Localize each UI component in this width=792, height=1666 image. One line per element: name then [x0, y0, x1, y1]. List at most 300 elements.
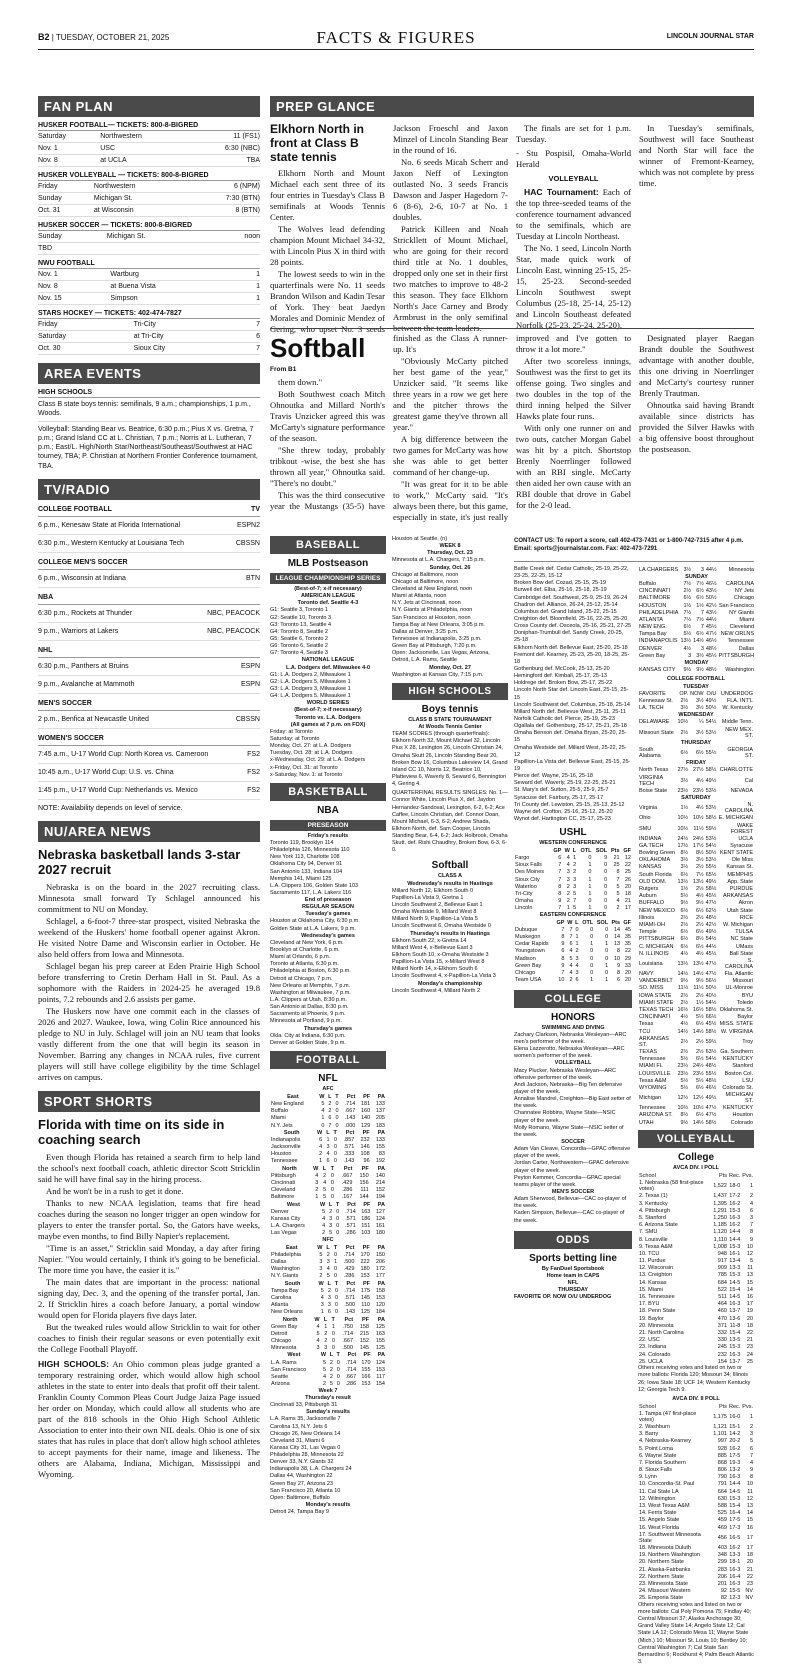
tv-listing-event: 2 p.m., Benfica at Newcastle United [38, 715, 149, 723]
area-events-text-1: Class B state boys tennis: semifinals, 9 a.m.; championships, 1 p.m., Woods. [38, 400, 260, 422]
vb-poll-cell: 154 [717, 1358, 727, 1365]
odds-nfl-row [638, 573, 755, 580]
vb-poll2-row [638, 1495, 754, 1502]
odds-cfb-cell: 12½ [677, 1095, 689, 1102]
odds-cfb-cell: C. MICHIGAN [639, 943, 674, 950]
ushl-west-cell: 20 [624, 883, 631, 890]
vb-poll2-cell: 25. Emporia State [639, 1595, 684, 1602]
vb-poll-cell: 2. Texas (1) [639, 1193, 668, 1200]
ushl-east-row [514, 941, 632, 948]
vb-poll-row [638, 1322, 754, 1329]
vb-poll2-cell: 9 [749, 1467, 753, 1474]
standings-cell: 0 [335, 1287, 339, 1294]
standings-cell: 2 [324, 1338, 328, 1345]
ushl-east-cell: 2 [569, 977, 573, 984]
standings-cell: .500 [344, 1302, 356, 1309]
ushl-east-cell: 13 [613, 941, 621, 948]
odds-cfb-cell: Houston [732, 1112, 753, 1119]
sport-shorts-paragraph: The main dates that are important in the process: national signing day, Dec. 3, and the opening of the transfer portal, Jan. 2. If Stricklin hires a coach before January, a portal window would open for Florida players five days later. [38, 1276, 260, 1320]
odds-cfb-cell: 54½ [705, 1056, 717, 1063]
odds-cfb-cell: UL-Monroe [725, 985, 753, 992]
ushl-east-cell: Team USA [515, 977, 542, 984]
standings-header-cell: PA [377, 1093, 385, 1100]
nba-line: Oklahoma City 94, Denver 91 [270, 861, 343, 868]
standings-cell: 232 [360, 1136, 370, 1143]
vb-poll-cell: 8. Louisville [639, 1236, 668, 1243]
odds-cfb-cell: 54½ [705, 842, 717, 849]
standings-cell: .286 [341, 1187, 353, 1194]
standings-cell: 3 [327, 1302, 331, 1309]
standings-header-cell: Pct [345, 1129, 355, 1136]
odds-nfl-cell: San Francisco [718, 602, 755, 609]
basketball-heading: BASKETBALL [270, 783, 386, 801]
vb-poll2-row [638, 1552, 754, 1559]
al-game: G7: Toronto 4, Seattle 3 [270, 650, 328, 657]
vb-poll2-cell: 206 [717, 1573, 727, 1580]
odds-nfl-cell: 3 [688, 652, 692, 659]
odds-cfb-cell: 10½ [677, 815, 689, 822]
page-header: B2 | TUESDAY, OCTOBER 21, 2025 FACTS & FIGURES LINCOLN JOURNAL STAR [38, 28, 754, 50]
nba-line: Thursday's games [303, 1025, 353, 1032]
al-game: G4: Toronto 8, Seattle 2 [270, 628, 328, 635]
odds-nfl-cell: 9½ [683, 667, 692, 674]
nu-news-heading: NU/AREA NEWS [38, 821, 260, 842]
odds-cfb-cell: 16½ [677, 1007, 689, 1014]
vb-poll2-cell: 5 [749, 1438, 753, 1445]
standings-header-cell: South [283, 1129, 300, 1136]
tv-listing-network: FS2 [247, 786, 260, 794]
odds-cfb-cell: 48½ [705, 914, 717, 921]
standings-cell: 145 [360, 1294, 371, 1301]
standings-cell: San Francisco [271, 1366, 307, 1373]
ushl-west-cell: Sioux City [515, 876, 540, 883]
vb-poll-cell: 16-3 [729, 1214, 741, 1221]
tv-category [38, 729, 260, 746]
nba-line: Brooklyn at Charlotte, 6 p.m. [270, 947, 340, 954]
standings-header-cell: T [334, 1280, 339, 1287]
standings-header [270, 1165, 386, 1172]
fan-plan-cell: Nov. 8 [38, 155, 94, 167]
odds-cfb-row [638, 767, 754, 774]
odds-cfb-cell: Fla. Atlantic [724, 971, 753, 978]
odds-cfb-cell: 5½ [695, 1077, 704, 1084]
vb-poll2-row [638, 1459, 754, 1466]
odds-nfl-cell: Buffalo [639, 580, 657, 587]
hs-results: QUARTERFINAL RESULTS SINGLES: No. 1—Connor White, Lincoln Pius X, def. Jaydon Hernandez-Sandoval, Lexington, 6-2, 6-2; Ace Caffee, Lincoln Christian, def. Connor Doan, Mount Michael, 6-3, 6-2; Andrew Shada, Elkhorn North, def. Sam Cooper, Lincoln Standing Bear, 6-4, 6-2; Jack Holbrook, Omaha Skutt, def. Rishi Chaudhry, Broken Bow, 6-3, 6-0. [392, 790, 508, 854]
vb-poll2-cell: 12 [746, 1495, 753, 1502]
odds-cfb-row [638, 992, 754, 999]
vb-poll2-cell: 525 [717, 1510, 727, 1517]
standings-cell: 6 [328, 1115, 332, 1122]
ushl-east-cell: Cedar Rapids [515, 941, 549, 948]
contact-text: CONTACT US: To report a score, call 402-473-7431 or 1-800-742-7315 after 4 p.m. [514, 538, 744, 544]
standings-cell: Arizona [271, 1381, 290, 1388]
odds-cfb-cell: Texas A&M [639, 1077, 667, 1084]
ushl-west: WESTERN CONFERENCE [539, 840, 607, 847]
odds-cfb-cell: Boise State [639, 787, 668, 794]
odds-nfl-row [638, 667, 755, 674]
odds-cfb-cell: 44½ [705, 943, 717, 950]
standings-header [270, 1129, 386, 1136]
standings-cell: 124 [375, 1359, 385, 1366]
odds-nfl-table [638, 566, 754, 674]
standings-cell: 103 [361, 1230, 371, 1237]
vb-poll-cell: 1 [749, 1183, 753, 1190]
odds-cfb-cell: 4½ [695, 893, 704, 900]
standings-row [270, 1302, 386, 1309]
nba-line: New York 113, Charlotte 108 [270, 854, 340, 861]
ws-game: x-Wednesday, Oct. 29: at L.A. Dodgers [270, 757, 366, 764]
odds-cfb-cell: 46½ [705, 1084, 717, 1091]
nl-game: G1: L.A. Dodgers 2, Milwaukee 1 [270, 671, 351, 678]
vb-result-line: Creighton def. Bloomfield, 25-16, 22-25, 25-20 [514, 615, 628, 622]
softball-from: From B1 [270, 366, 297, 373]
nu-news-paragraph: The Huskers now have one commit each in the classes of 2026 and 2027. Waukee, Iowa, wing Colin Rice announced his pledge to NU in July. Schlagel will join an NU team that looks vastly different from the one that will begin its season in November. Barring any changes in NCAA rules, five current players will still have college eligibility by the time Schlagel arrives on campus. [38, 1005, 260, 1082]
vb-poll2-cell: 19. Northern Washington [639, 1552, 700, 1559]
standings-header [270, 1093, 386, 1100]
odds-cfb-cell: LA. TECH [639, 705, 664, 712]
standings-cell: 0 [336, 1374, 340, 1381]
standings-cell: 0 [331, 1345, 335, 1352]
vb-poll-row [638, 1272, 754, 1279]
standings-cell: 184 [375, 1309, 385, 1316]
vb-poll-cell: 13 [746, 1272, 753, 1279]
ushl-west-row [514, 883, 632, 890]
fan-plan-cell: Nov. 8 [38, 281, 104, 293]
standings-header-cell: East [287, 1093, 299, 1100]
vb-poll-cell: 11 [747, 1265, 753, 1272]
vb-poll2-cell: 1,175 [713, 1413, 727, 1420]
ushl-east-row [514, 969, 632, 976]
odds-cfb-cell: MIAMI-OH [639, 921, 665, 928]
vb-poll2-cell: 588 [717, 1503, 727, 1510]
vb-poll2-row [638, 1544, 754, 1551]
standings-cell: 5 [322, 1208, 326, 1215]
odds-nfl-cell: SUNDAY [685, 573, 708, 580]
nfl-line: Detroit 24, Tampa Bay 9 [270, 1509, 329, 1516]
standings-cell: 3 [320, 1302, 324, 1309]
standings-header-cell: Pct [347, 1352, 357, 1359]
standings-cell: 2 [329, 1374, 333, 1381]
standings-cell: 0 [333, 1144, 337, 1151]
ushl-east-cell: 0 [590, 926, 594, 933]
fan-plan-table [38, 181, 260, 217]
nfl-schedule-line: Tennessee at Indianapolis, 3:25 p.m. [392, 635, 482, 642]
fan-plan-group-title: HUSKER SOCCER — TICKETS: 800-8-BIGRED [38, 222, 260, 231]
nu-news-paragraph: Nebraska is on the board in the 2027 recruiting class. Minnesota small forward Ty Schlagel announced his commitment to NU on Monday. [38, 881, 260, 914]
tv-category-name: MEN'S SOCCER [38, 699, 92, 707]
odds-cfb-row [638, 1014, 754, 1021]
tv-listing-event: 6:30 p.m., Rockets at Thunder [38, 609, 133, 617]
ushl-east-cell: 0 [590, 962, 594, 969]
ushl-east-cell: 1 [605, 941, 609, 948]
nl-game: G3: L.A. Dodgers 3, Milwaukee 1 [270, 685, 351, 692]
standings-row [270, 1108, 386, 1115]
odds-nfl-cell: CINCINNATI [639, 588, 671, 595]
ushl-west-cell: 9 [604, 854, 608, 861]
odds-nfl-row [638, 645, 755, 652]
odds-cfb-cell: Michigan [639, 1095, 662, 1102]
ushl-west-cell: 1 [588, 862, 592, 869]
vb-poll [638, 1172, 754, 1365]
ushl-east-cell: 33 [624, 962, 631, 969]
ushl-west-header [514, 847, 632, 854]
prep-glance-section [270, 96, 754, 336]
vb-poll2-cell: 19-3 [729, 1459, 741, 1466]
odds-cfb-cell: KANSAS [639, 864, 662, 871]
fan-plan-heading: FAN PLAN [38, 96, 260, 117]
odds-cfb-cell: KENT STATE [719, 850, 753, 857]
odds-cfb-cell: 6½ [680, 936, 689, 943]
vb-poll-cell: 15 [746, 1279, 753, 1286]
odds-cfb-cell: TCU [639, 1028, 651, 1035]
odds-cfb-cell: 5½ [680, 1077, 689, 1084]
odds-cfb-cell: THURSDAY [680, 739, 712, 746]
odds-cfb-cell: Temple [639, 929, 657, 936]
vb-poll-cell: 25. UCLA [639, 1358, 663, 1365]
ws-game: Saturday: at Toronto [270, 735, 320, 742]
tv-category [38, 694, 260, 711]
vb-poll2-table [638, 1403, 754, 1602]
odds-cfb-cell: PURDUE [729, 886, 753, 893]
odds-cfb-cell: 9½ [695, 978, 704, 985]
odds-cfb-cell: W. VIRGINIA [720, 1028, 753, 1035]
standings-cell: 2 [319, 1273, 323, 1280]
standings-cell: 0 [335, 1309, 339, 1316]
odds-cfb-cell: 3½ [695, 705, 704, 712]
ushl-east-cell: 7 [561, 926, 565, 933]
odds-cfb-cell: 13½ [692, 878, 704, 885]
tv-listing-event: 10:45 a.m., U-17 World Cup: U.S. vs. China [38, 768, 174, 776]
odds-cfb-cell: 11½ [693, 985, 704, 992]
standings-header-cell: West [286, 1201, 300, 1208]
vb-poll2-cell: 82 [720, 1595, 727, 1602]
standings-cell: 1 [334, 1259, 338, 1266]
ws-sub: (Best-of-7; x-if necessary) [294, 707, 362, 714]
nfl-line: Indianapolis 38, L.A. Chargers 24 [270, 1466, 352, 1473]
vb-poll-cell: 14-5 [729, 1294, 741, 1300]
ushl-east-cell: 45 [624, 926, 631, 933]
odds-cfb-cell: BUFFALO [639, 900, 665, 907]
vb-poll2-cell: 14 [746, 1510, 753, 1517]
odds-cfb-cell: 54½ [705, 719, 717, 726]
standings-cell: 1 [319, 1158, 323, 1165]
odds-cfb-cell: 6½ [680, 929, 689, 936]
odds-cfb-cell: 4½ [680, 950, 689, 957]
odds-cfb-row [638, 878, 754, 885]
fan-plan-cell: Friday [38, 319, 128, 331]
odds-cfb-row [638, 697, 754, 704]
standings-cell: 3 [319, 1266, 323, 1273]
odds-cfb-cell: 54½ [705, 999, 717, 1006]
odds-nfl-cell: 3½ [696, 652, 704, 659]
tv-category-name: NHL [38, 646, 53, 654]
fan-plan-row [38, 131, 260, 143]
standings-row [270, 1294, 386, 1301]
standings-header-cell: East [285, 1244, 298, 1251]
ushl-west-cell: 21 [613, 854, 620, 861]
nfl-schedule-line: N.Y. Giants at Philadelphia, noon [392, 607, 473, 614]
odds-nfl-cell: 7½ [683, 580, 692, 587]
odds-cfb-cell: 27½ [692, 767, 704, 774]
vb-poll2-cell: 7 [749, 1452, 753, 1459]
vb-poll2-cell: 16-3 [729, 1566, 741, 1573]
odds-nfl-row [638, 580, 755, 587]
sport-shorts-headline: Florida with time on its side in coaching search [38, 1116, 225, 1147]
ushl-west-cell: 2 [566, 883, 570, 890]
standings-cell: 3 [324, 1345, 328, 1352]
nba-line: Toronto 119, Brooklyn 114 [270, 839, 334, 846]
ushl-east-cell: 0 [605, 955, 609, 962]
fan-plan-row [38, 155, 260, 167]
odds-nfl-cell: 2½ [683, 588, 692, 595]
standings-header-cell: North [282, 1165, 297, 1172]
odds-cfb-cell: South Florida [639, 871, 672, 878]
vb-poll-table [638, 1172, 754, 1365]
prep-vb-lead: HAC Tournament: [524, 187, 599, 197]
fan-plan-cell: 11 (FS1) [190, 131, 260, 143]
standings-cell: 4 [322, 1223, 326, 1230]
honor-line: SOCCER [561, 1138, 585, 1145]
fan-plan-row [38, 319, 260, 331]
odds-cfb-cell: 24½ [692, 1063, 704, 1070]
odds-cfb-cell: 9½ [695, 900, 704, 907]
nfl-line: Week 7 [318, 1387, 338, 1394]
ushl-west-cell: 7 [573, 898, 577, 905]
standings-header-cell: T [335, 1093, 339, 1100]
odds-cfb-cell: 4½ [680, 1014, 689, 1021]
vb-poll-row [638, 1286, 754, 1293]
sport-shorts-body [38, 1152, 260, 1355]
standings-cell: Chicago [271, 1338, 292, 1345]
vb-poll-cell: 330 [717, 1337, 727, 1344]
vb-poll-cell: 12. Wisconsin [639, 1265, 674, 1272]
standings-row [270, 1158, 386, 1165]
nfl-line: Carolina 13, N.Y. Jets 6 [270, 1423, 328, 1430]
standings-cell: Philadelphia [271, 1251, 301, 1258]
vb-poll-cell: School [639, 1173, 656, 1179]
standings-cell: 180 [375, 1230, 385, 1237]
odds-nfl-cell: CAROLINA [725, 580, 755, 587]
vb-result-line: Lincoln Southwest def. Columbus, 25-18, 25-14 [514, 701, 630, 708]
al-game: G1: Seattle 3, Toronto 1 [270, 607, 328, 614]
standings-cell: 133 [375, 1100, 385, 1107]
vb-poll-row [638, 1265, 754, 1272]
vb-poll2-cell: 9. Lynn [639, 1474, 657, 1481]
fan-plan-cell: Michigan St. [101, 231, 219, 243]
vb-poll2-cell: 13-2 [729, 1467, 741, 1474]
ushl-east-cell: 1 [605, 962, 609, 969]
vb-poll2-cell: 18. Minnesota Duluth [639, 1544, 691, 1551]
vb-heading: VOLLEYBALL [638, 1130, 754, 1148]
nba-lines [270, 833, 386, 1047]
ushl-west-cell: 21 [624, 898, 631, 905]
standings-header-cell: W [314, 1316, 320, 1323]
standings-row [270, 1172, 386, 1179]
odds-cfb-cell: ¼ [699, 719, 704, 726]
vb-poll-cell: 1. Nebraska (58 first-place votes) [639, 1180, 704, 1193]
vb-result-line: Lincoln North Star def. Lincoln East, 25-15, 25-15 [514, 687, 629, 701]
vb-poll2-row [638, 1573, 754, 1580]
standings-cell: 175 [360, 1287, 371, 1294]
vb-poll2-cell: 11 [747, 1488, 753, 1495]
ushl-east-cell: 1 [590, 941, 594, 948]
vb-poll2-cell: 806 [717, 1467, 727, 1474]
standings-header-cell: L [329, 1352, 333, 1359]
sb-line: Millard West 4, x-Bellevue East 3 [392, 944, 473, 951]
odds-cfb [638, 683, 754, 1126]
vb-poll-cell: 5. Stanford [639, 1214, 666, 1221]
standings-row [270, 1366, 386, 1373]
vb-poll2-cell: 6 [749, 1445, 753, 1452]
ushl-east-cell: 4 [569, 948, 573, 955]
ushl-west-cell: 0 [604, 862, 608, 869]
vb-result-line: Battle Creek def. Cedar Catholic, 25-19, 25-22, 23-25, 22-25, 15-12 [514, 566, 629, 580]
odds-cfb-row [638, 712, 754, 719]
tv-listing-network: NBC, PEACOCK [207, 609, 260, 617]
tv-category [38, 553, 260, 570]
vb-poll-cell: 245 [717, 1344, 727, 1351]
vb-poll-cell: 16-1 [729, 1250, 741, 1257]
standings-cell: 170 [360, 1251, 370, 1258]
ushl-west-header-cell: SOL [595, 847, 608, 854]
standings-table [270, 1244, 386, 1280]
honor-line: Elena Lazzerotto, Nebraska Wesleyan—ARC women's performer of the week. [514, 1046, 625, 1060]
odds-cfb-cell: 6½ [680, 943, 689, 950]
odds-cfb-cell: NEW MEXICO [639, 907, 676, 914]
ushl-west-cell: 1 [588, 890, 592, 897]
vb-result-line: Papillion-La Vista def. Bellevue East, 25-15, 25-19 [514, 758, 631, 772]
odds-cfb-cell: Bowling Green [639, 850, 676, 857]
vb-poll-row [638, 1222, 754, 1229]
nfl-schedule-line: Chicago at Baltimore, noon [392, 571, 459, 578]
vb-poll-cell: 13-3 [729, 1265, 741, 1272]
ushl-title: USHL [559, 827, 587, 839]
standings-cell: L.A. Rams [271, 1359, 297, 1366]
ushl-west-cell: 0 [588, 898, 592, 905]
vb-poll-cell: 6. Arizona State [639, 1222, 678, 1229]
odds-cfb-row [638, 690, 754, 697]
odds-cfb-cell: 50½ [705, 985, 717, 992]
nfl-schedule-line: Cleveland at New England, noon [392, 585, 473, 592]
standings-header-cell: L [322, 1165, 327, 1172]
odds-nfl-cell: Green Bay [639, 652, 666, 659]
standings-cell: .714 [344, 1100, 356, 1107]
standings-header-cell: Pct [347, 1201, 356, 1208]
odds-cfb-cell: BYU [741, 992, 753, 999]
odds-cfb-cell: 6½ [695, 750, 704, 757]
vb-poll-row [638, 1344, 754, 1351]
ushl-east-cell: 0 [575, 926, 579, 933]
odds-cfb-cell: 2½ [695, 914, 704, 921]
odds-nfl-row [638, 631, 755, 638]
standings-row [270, 1100, 386, 1107]
odds-nfl-row [638, 602, 755, 609]
section-title: FACTS & FIGURES [316, 28, 476, 47]
ushl-east-row [514, 948, 632, 955]
odds-cfb-cell: 2½ [695, 992, 704, 999]
ws-sub3: (All games at 7 p.m. on FOX) [290, 721, 366, 728]
standings-cell: 155 [375, 1338, 385, 1345]
odds-cfb-cell: 65½ [705, 871, 717, 878]
standings-cell: 124 [375, 1215, 385, 1222]
sb-line: Monday's championship [418, 980, 482, 987]
odds-cfb-cell: ARKANSAS ST. [639, 1035, 669, 1048]
odds-cfb-cell: W. Kentucky [722, 705, 753, 712]
vb-poll-cell: 11. Purdue [639, 1258, 666, 1265]
tv-listing [38, 517, 260, 535]
vb-result-line: Ogallala def. Gothenburg, 25-17, 25-21, 25-18 [514, 723, 627, 730]
